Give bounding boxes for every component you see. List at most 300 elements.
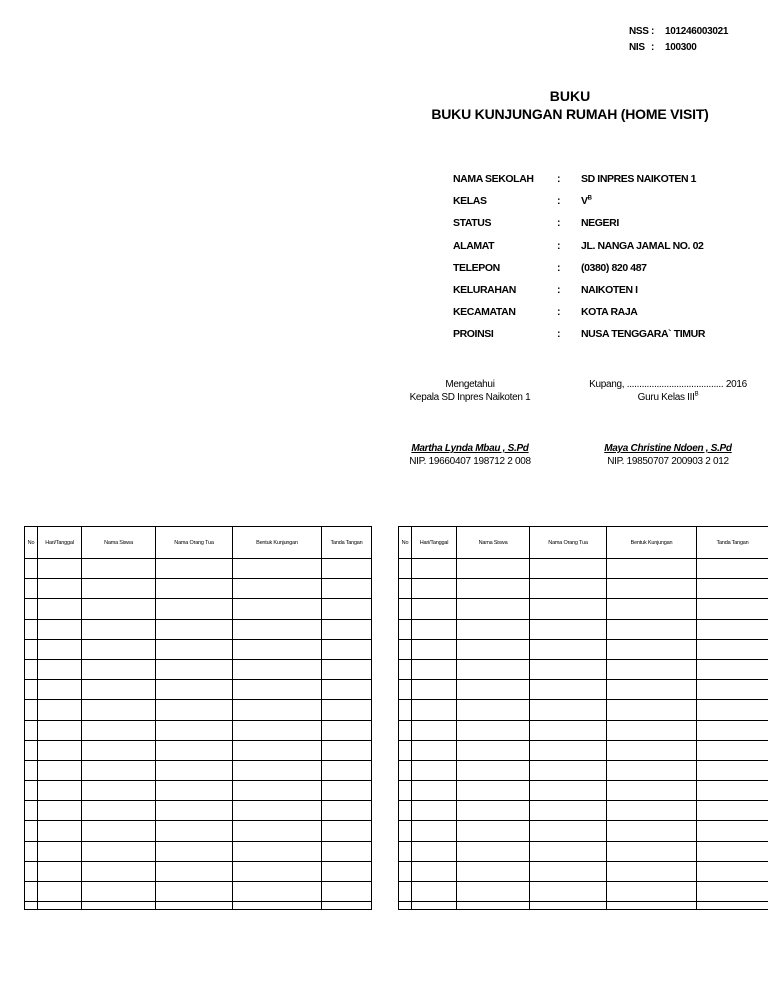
table-cell[interactable] xyxy=(156,841,233,861)
teacher-title-text: Guru Kelas III xyxy=(637,392,695,403)
table-cell[interactable] xyxy=(412,740,457,760)
table-cell[interactable] xyxy=(607,781,697,801)
table-cell[interactable] xyxy=(530,781,607,801)
table-cell[interactable] xyxy=(697,599,768,619)
table-cell[interactable] xyxy=(233,882,322,902)
table-cell[interactable] xyxy=(156,781,233,801)
info-row xyxy=(453,257,705,279)
info-row xyxy=(453,212,705,234)
table-cell[interactable] xyxy=(530,760,607,780)
table-cell[interactable] xyxy=(156,659,233,679)
table-cell[interactable] xyxy=(25,599,38,619)
table-cell[interactable] xyxy=(38,801,82,821)
header-parent-name: Nama Orang Tua xyxy=(156,527,233,559)
table-row xyxy=(399,619,768,639)
info-colon: : xyxy=(557,173,561,186)
table-cell[interactable] xyxy=(25,861,38,881)
info-row xyxy=(453,279,705,301)
table-cell[interactable] xyxy=(399,700,412,720)
principal-name: Martha Lynda Mbau , S.Pd xyxy=(411,443,529,454)
table-cell[interactable] xyxy=(38,821,82,841)
table-cell[interactable] xyxy=(38,619,82,639)
table-cell[interactable] xyxy=(412,861,457,881)
teacher-name: Maya Christine Ndoen , S.Pd xyxy=(604,443,732,454)
table-cell[interactable] xyxy=(412,639,457,659)
table-cell[interactable] xyxy=(412,599,457,619)
table-cell[interactable] xyxy=(322,599,372,619)
table-cell[interactable] xyxy=(697,659,768,679)
table-cell[interactable] xyxy=(322,841,372,861)
table-cell[interactable] xyxy=(607,841,697,861)
table-cell[interactable] xyxy=(412,559,457,579)
table-cell[interactable] xyxy=(530,700,607,720)
table-row xyxy=(25,720,372,740)
table-row xyxy=(25,579,372,599)
table-row xyxy=(399,760,768,780)
table-cell[interactable] xyxy=(399,902,412,910)
info-value-sup: B xyxy=(587,195,592,202)
table-row xyxy=(399,841,768,861)
table-cell[interactable] xyxy=(322,619,372,639)
info-colon: : xyxy=(557,261,561,274)
table-cell[interactable] xyxy=(457,659,530,679)
table-cell[interactable] xyxy=(399,861,412,881)
table-cell[interactable] xyxy=(233,559,322,579)
table-cell[interactable] xyxy=(25,740,38,760)
header-no: No xyxy=(25,527,38,559)
table-cell[interactable] xyxy=(322,659,372,679)
table-row xyxy=(25,841,372,861)
table-cell[interactable] xyxy=(25,720,38,740)
table-cell[interactable] xyxy=(156,801,233,821)
table-cell[interactable] xyxy=(82,579,156,599)
info-label: KECAMATAN xyxy=(453,306,516,319)
table-row xyxy=(25,680,372,700)
table-row xyxy=(399,902,768,910)
table-cell[interactable] xyxy=(607,579,697,599)
table-cell[interactable] xyxy=(530,680,607,700)
table-cell[interactable] xyxy=(322,720,372,740)
teacher-signature xyxy=(568,378,768,468)
table-cell[interactable] xyxy=(233,841,322,861)
table-cell[interactable] xyxy=(38,599,82,619)
table-cell[interactable] xyxy=(156,821,233,841)
table-cell[interactable] xyxy=(412,700,457,720)
table-cell[interactable] xyxy=(233,902,322,910)
table-cell[interactable] xyxy=(399,801,412,821)
table-cell[interactable] xyxy=(25,559,38,579)
table-cell[interactable] xyxy=(607,760,697,780)
info-colon: : xyxy=(557,195,561,208)
header-student-name: Nama Siswa xyxy=(457,527,530,559)
info-colon: : xyxy=(557,328,561,341)
table-cell[interactable] xyxy=(457,760,530,780)
table-cell[interactable] xyxy=(607,882,697,902)
table-cell[interactable] xyxy=(156,599,233,619)
table-cell[interactable] xyxy=(607,619,697,639)
table-cell[interactable] xyxy=(38,639,82,659)
info-label: PROINSI xyxy=(453,328,494,341)
table-cell[interactable] xyxy=(82,619,156,639)
table-row xyxy=(25,821,372,841)
info-value xyxy=(581,240,703,252)
table-cell[interactable] xyxy=(156,902,233,910)
table-cell[interactable] xyxy=(399,680,412,700)
table-cell[interactable] xyxy=(412,619,457,639)
table-cell[interactable] xyxy=(399,821,412,841)
table-cell[interactable] xyxy=(322,760,372,780)
table-cell[interactable] xyxy=(38,720,82,740)
table-cell[interactable] xyxy=(530,882,607,902)
table-cell[interactable] xyxy=(457,680,530,700)
table-cell[interactable] xyxy=(530,841,607,861)
table-cell[interactable] xyxy=(322,740,372,760)
table-cell[interactable] xyxy=(399,599,412,619)
table-cell[interactable] xyxy=(697,639,768,659)
table-cell[interactable] xyxy=(82,740,156,760)
table-row xyxy=(25,659,372,679)
header-no: No xyxy=(399,527,412,559)
table-row xyxy=(399,559,768,579)
nss-colon: : xyxy=(651,26,655,37)
table-cell[interactable] xyxy=(25,882,38,902)
table-cell[interactable] xyxy=(25,902,38,910)
table-cell[interactable] xyxy=(38,760,82,780)
header-date: Hari/Tanggal xyxy=(412,527,457,559)
header-date: Hari/Tanggal xyxy=(38,527,82,559)
table-cell[interactable] xyxy=(38,700,82,720)
table-cell[interactable] xyxy=(25,801,38,821)
table-header-row xyxy=(25,527,372,559)
table-cell[interactable] xyxy=(322,861,372,881)
table-cell[interactable] xyxy=(530,740,607,760)
info-value-text: JL. NANGA JAMAL NO. 02 xyxy=(581,239,704,252)
acknowledge-text: Mengetahui xyxy=(445,379,495,390)
table-cell[interactable] xyxy=(25,760,38,780)
table-row xyxy=(399,861,768,881)
table-row xyxy=(25,801,372,821)
table-cell[interactable] xyxy=(156,639,233,659)
table-cell[interactable] xyxy=(412,680,457,700)
table-cell[interactable] xyxy=(530,639,607,659)
nss-value: 101246003021 xyxy=(665,26,729,37)
table-cell[interactable] xyxy=(399,781,412,801)
table-cell[interactable] xyxy=(38,659,82,679)
table-cell[interactable] xyxy=(697,680,768,700)
table-cell[interactable] xyxy=(530,599,607,619)
table-cell[interactable] xyxy=(25,821,38,841)
table-cell[interactable] xyxy=(457,619,530,639)
table-cell[interactable] xyxy=(457,579,530,599)
table-cell[interactable] xyxy=(25,619,38,639)
header-student-name: Nama Siswa xyxy=(82,527,156,559)
table-row xyxy=(399,680,768,700)
table-cell[interactable] xyxy=(530,579,607,599)
table-cell[interactable] xyxy=(322,680,372,700)
table-cell[interactable] xyxy=(457,720,530,740)
table-cell[interactable] xyxy=(697,801,768,821)
table-cell[interactable] xyxy=(457,700,530,720)
table-cell[interactable] xyxy=(457,559,530,579)
table-row xyxy=(25,861,372,881)
table-cell[interactable] xyxy=(82,559,156,579)
table-cell[interactable] xyxy=(82,760,156,780)
table-cell[interactable] xyxy=(25,841,38,861)
info-colon: : xyxy=(557,284,561,297)
table-cell[interactable] xyxy=(457,902,530,910)
table-cell[interactable] xyxy=(412,821,457,841)
visit-table-left xyxy=(24,526,372,910)
table-cell[interactable] xyxy=(607,639,697,659)
table-cell[interactable] xyxy=(322,700,372,720)
teacher-nip: NIP. 19850707 200903 2 012 xyxy=(607,456,729,467)
header-parent-name: Nama Orang Tua xyxy=(530,527,607,559)
table-cell[interactable] xyxy=(82,659,156,679)
table-cell[interactable] xyxy=(25,680,38,700)
table-row xyxy=(399,700,768,720)
table-cell[interactable] xyxy=(457,801,530,821)
table-cell[interactable] xyxy=(399,720,412,740)
table-cell[interactable] xyxy=(38,882,82,902)
table-cell[interactable] xyxy=(233,801,322,821)
table-cell[interactable] xyxy=(399,740,412,760)
table-cell[interactable] xyxy=(233,619,322,639)
table-cell[interactable] xyxy=(25,579,38,599)
info-value-text: V xyxy=(581,195,588,208)
table-cell[interactable] xyxy=(322,639,372,659)
header-signature: Tanda Tangan xyxy=(697,527,768,559)
table-cell[interactable] xyxy=(412,760,457,780)
table-cell[interactable] xyxy=(38,680,82,700)
table-cell[interactable] xyxy=(25,781,38,801)
info-value-text: NEGERI xyxy=(581,217,619,230)
table-row xyxy=(25,559,372,579)
table-cell[interactable] xyxy=(82,700,156,720)
table-cell[interactable] xyxy=(697,740,768,760)
table-cell[interactable] xyxy=(697,861,768,881)
table-cell[interactable] xyxy=(399,559,412,579)
table-cell[interactable] xyxy=(697,781,768,801)
table-cell[interactable] xyxy=(530,720,607,740)
table-cell[interactable] xyxy=(233,700,322,720)
principal-title: Kepala SD Inpres Naikoten 1 xyxy=(409,392,531,403)
table-cell[interactable] xyxy=(412,882,457,902)
table-row xyxy=(399,882,768,902)
table-cell[interactable] xyxy=(156,760,233,780)
table-cell[interactable] xyxy=(25,659,38,679)
table-cell[interactable] xyxy=(457,740,530,760)
table-cell[interactable] xyxy=(457,821,530,841)
document-subtitle: BUKU KUNJUNGAN RUMAH (HOME VISIT) xyxy=(431,106,709,122)
table-row xyxy=(399,720,768,740)
info-value xyxy=(581,217,619,229)
table-cell[interactable] xyxy=(697,559,768,579)
table-cell[interactable] xyxy=(399,841,412,861)
table-cell[interactable] xyxy=(697,841,768,861)
table-cell[interactable] xyxy=(233,579,322,599)
nis-colon: : xyxy=(651,42,655,53)
table-cell[interactable] xyxy=(233,599,322,619)
table-cell[interactable] xyxy=(82,861,156,881)
table-cell[interactable] xyxy=(82,639,156,659)
table-cell[interactable] xyxy=(457,861,530,881)
table-cell[interactable] xyxy=(38,902,82,910)
table-cell[interactable] xyxy=(82,821,156,841)
place-date-text: Kupang, ....................................... 2016 xyxy=(589,379,747,390)
table-cell[interactable] xyxy=(399,760,412,780)
table-cell[interactable] xyxy=(530,902,607,910)
table-cell[interactable] xyxy=(82,801,156,821)
info-label: TELEPON xyxy=(453,261,500,274)
table-cell[interactable] xyxy=(156,740,233,760)
table-cell[interactable] xyxy=(607,559,697,579)
table-cell[interactable] xyxy=(530,801,607,821)
table-row xyxy=(25,882,372,902)
table-cell[interactable] xyxy=(82,882,156,902)
info-row xyxy=(453,235,705,257)
table-cell[interactable] xyxy=(156,559,233,579)
table-cell[interactable] xyxy=(412,781,457,801)
table-cell[interactable] xyxy=(412,579,457,599)
school-info xyxy=(453,168,705,346)
info-colon: : xyxy=(557,306,561,319)
table-cell[interactable] xyxy=(82,720,156,740)
table-cell[interactable] xyxy=(607,861,697,881)
table-cell[interactable] xyxy=(38,861,82,881)
table-cell[interactable] xyxy=(322,902,372,910)
table-cell[interactable] xyxy=(697,700,768,720)
table-cell[interactable] xyxy=(233,659,322,679)
table-cell[interactable] xyxy=(82,680,156,700)
table-cell[interactable] xyxy=(530,559,607,579)
header-visit-type: Bentuk Kunjungan xyxy=(233,527,322,559)
table-cell[interactable] xyxy=(233,639,322,659)
table-cell[interactable] xyxy=(412,902,457,910)
table-cell[interactable] xyxy=(38,781,82,801)
table-row xyxy=(399,801,768,821)
info-label: ALAMAT xyxy=(453,239,495,252)
info-colon: : xyxy=(557,217,561,230)
info-label: NAMA SEKOLAH xyxy=(453,173,534,186)
table-cell[interactable] xyxy=(233,680,322,700)
table-row xyxy=(25,700,372,720)
table-cell[interactable] xyxy=(322,781,372,801)
table-cell[interactable] xyxy=(399,619,412,639)
table-cell[interactable] xyxy=(412,841,457,861)
table-cell[interactable] xyxy=(322,821,372,841)
table-cell[interactable] xyxy=(233,740,322,760)
info-value-text: SD INPRES NAIKOTEN 1 xyxy=(581,173,697,186)
table-cell[interactable] xyxy=(322,882,372,902)
table-cell[interactable] xyxy=(399,639,412,659)
table-cell[interactable] xyxy=(322,559,372,579)
info-row xyxy=(453,190,705,212)
table-cell[interactable] xyxy=(697,579,768,599)
table-cell[interactable] xyxy=(457,781,530,801)
table-cell[interactable] xyxy=(607,599,697,619)
table-cell[interactable] xyxy=(607,801,697,821)
info-label: KELAS xyxy=(453,195,487,208)
table-cell[interactable] xyxy=(322,801,372,821)
table-cell[interactable] xyxy=(233,760,322,780)
table-cell[interactable] xyxy=(156,700,233,720)
table-cell[interactable] xyxy=(25,639,38,659)
table-cell[interactable] xyxy=(399,659,412,679)
info-value xyxy=(581,195,592,207)
table-cell[interactable] xyxy=(156,680,233,700)
table-cell[interactable] xyxy=(530,659,607,679)
table-cell[interactable] xyxy=(233,781,322,801)
table-cell[interactable] xyxy=(697,760,768,780)
table-cell[interactable] xyxy=(607,700,697,720)
table-cell[interactable] xyxy=(38,579,82,599)
table-cell[interactable] xyxy=(530,821,607,841)
table-cell[interactable] xyxy=(697,902,768,910)
table-cell[interactable] xyxy=(233,821,322,841)
nss-row xyxy=(629,24,728,40)
table-cell[interactable] xyxy=(607,659,697,679)
table-cell[interactable] xyxy=(25,700,38,720)
table-cell[interactable] xyxy=(457,599,530,619)
nis-row xyxy=(629,40,728,56)
info-value xyxy=(581,328,705,340)
table-row xyxy=(399,740,768,760)
table-cell[interactable] xyxy=(412,801,457,821)
table-row xyxy=(25,619,372,639)
table-header-row xyxy=(399,527,768,559)
principal-nip: NIP. 19660407 198712 2 008 xyxy=(409,456,531,467)
table-cell[interactable] xyxy=(457,882,530,902)
table-cell[interactable] xyxy=(82,902,156,910)
table-cell[interactable] xyxy=(156,579,233,599)
table-cell[interactable] xyxy=(457,841,530,861)
table-cell[interactable] xyxy=(607,680,697,700)
table-cell[interactable] xyxy=(82,841,156,861)
table-cell[interactable] xyxy=(322,579,372,599)
table-cell[interactable] xyxy=(697,821,768,841)
table-cell[interactable] xyxy=(607,902,697,910)
table-cell[interactable] xyxy=(530,861,607,881)
table-cell[interactable] xyxy=(697,619,768,639)
table-cell[interactable] xyxy=(38,559,82,579)
info-value xyxy=(581,262,647,274)
table-cell[interactable] xyxy=(38,740,82,760)
table-cell[interactable] xyxy=(156,882,233,902)
table-cell[interactable] xyxy=(399,882,412,902)
table-cell[interactable] xyxy=(399,579,412,599)
table-cell[interactable] xyxy=(233,720,322,740)
table-cell[interactable] xyxy=(38,841,82,861)
table-row xyxy=(399,821,768,841)
table-cell[interactable] xyxy=(607,740,697,760)
table-cell[interactable] xyxy=(607,821,697,841)
table-cell[interactable] xyxy=(156,720,233,740)
table-cell[interactable] xyxy=(412,659,457,679)
table-cell[interactable] xyxy=(82,599,156,619)
table-cell[interactable] xyxy=(156,861,233,881)
table-cell[interactable] xyxy=(607,720,697,740)
table-cell[interactable] xyxy=(412,720,457,740)
table-cell[interactable] xyxy=(697,882,768,902)
nis-label: NIS xyxy=(629,42,645,53)
table-cell[interactable] xyxy=(457,639,530,659)
table-cell[interactable] xyxy=(82,781,156,801)
table-cell[interactable] xyxy=(156,619,233,639)
table-cell[interactable] xyxy=(697,720,768,740)
table-cell[interactable] xyxy=(233,861,322,881)
info-row xyxy=(453,168,705,190)
table-cell[interactable] xyxy=(530,619,607,639)
